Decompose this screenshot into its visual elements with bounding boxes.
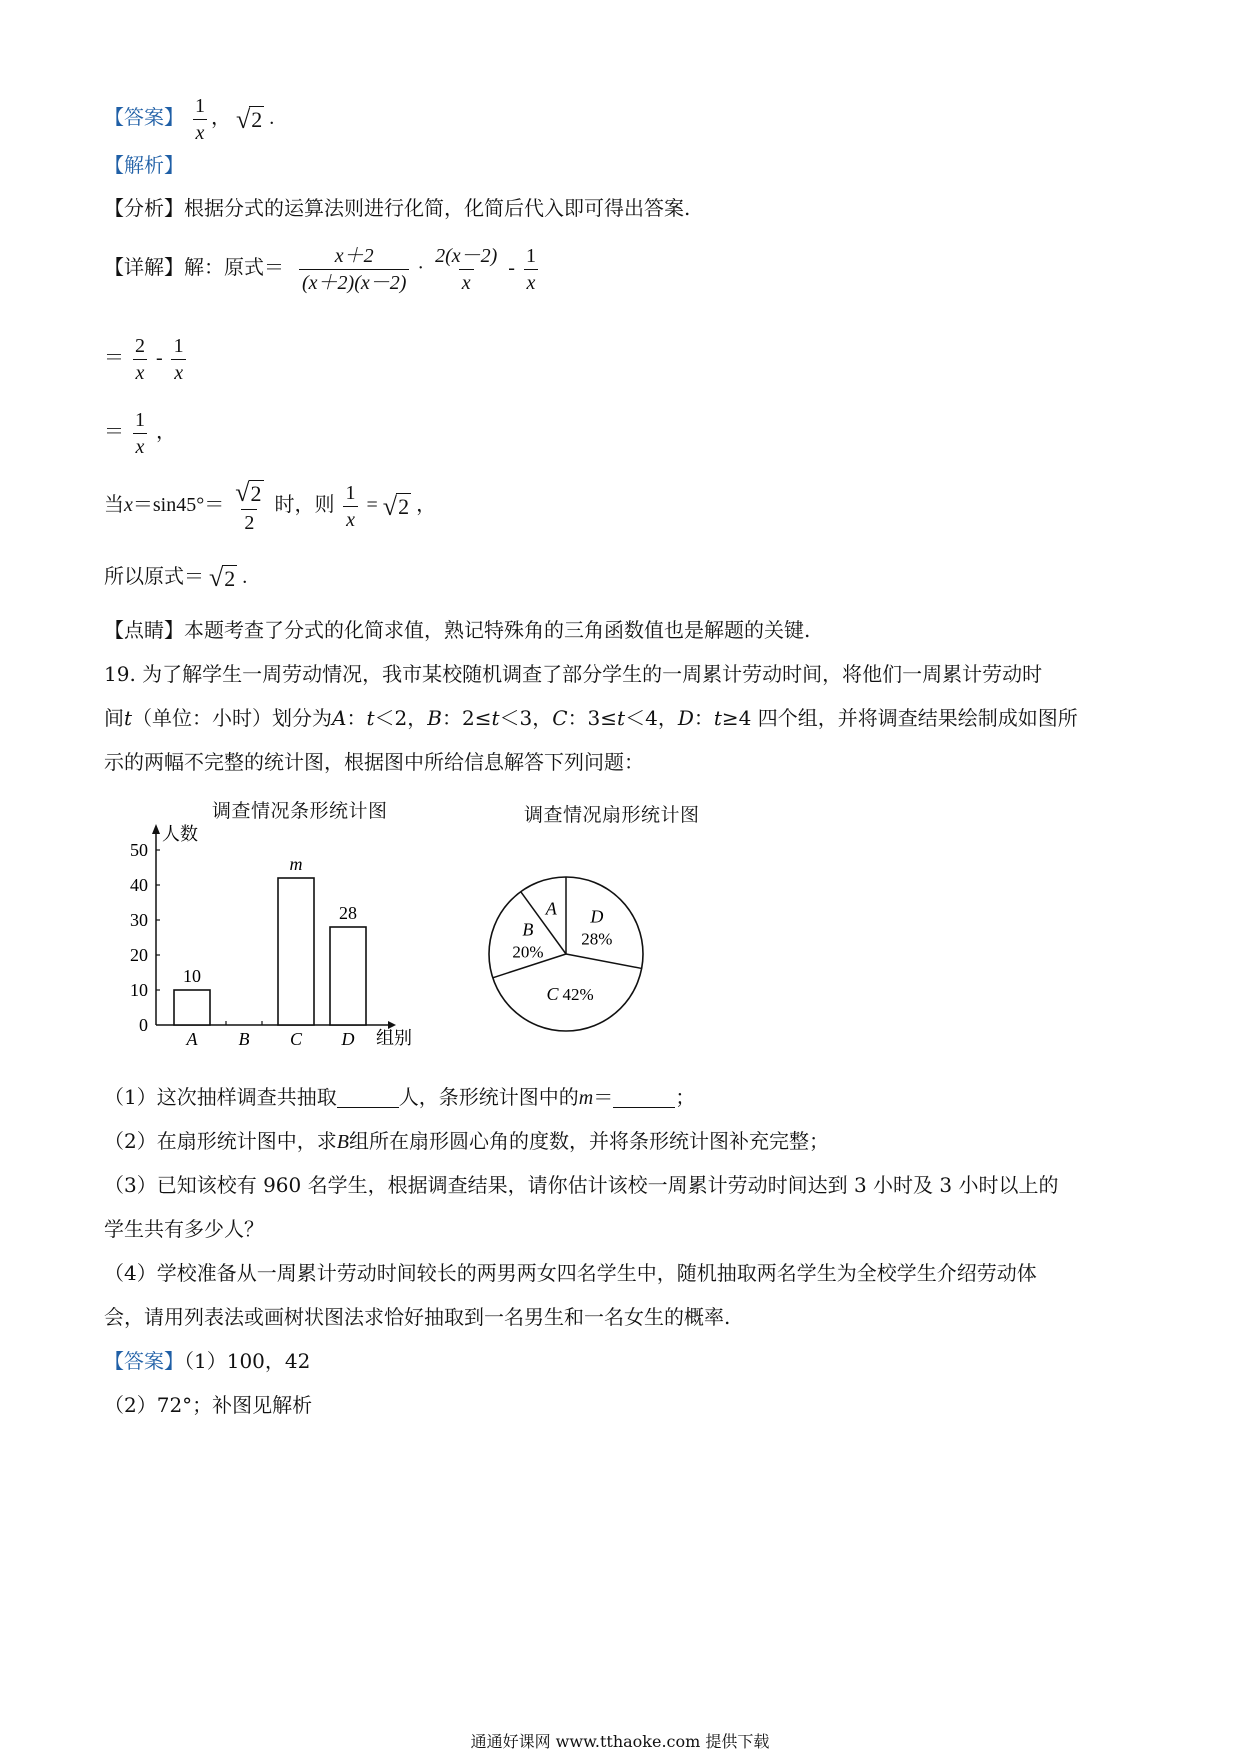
x-axis-label: 组别: [376, 1028, 412, 1048]
fraction-2: $\frac{2(x-2)}{x}$: [435, 245, 498, 294]
bar-D: [330, 927, 366, 1025]
y-axis-label: 人数: [162, 824, 198, 844]
y-tick-label: 0: [139, 1015, 148, 1035]
bar-chart: [130, 820, 480, 1080]
fenxi-line: 【分析】根据分式的运算法则进行化简，化简后代入即可得出答案.: [104, 196, 691, 220]
question-3-line-2: 学生共有多少人？: [104, 1217, 264, 1241]
dianjing-line: 【点睛】本题考查了分式的化简求值，熟记特殊角的三角函数值也是解题的关键.: [104, 618, 811, 642]
y-axis-arrow: [152, 824, 160, 834]
question-4-line-1: （4）学校准备从一周累计劳动时间较长的两男两女四名学生中，随机抽取两名学生为全校学生介绍劳动体: [104, 1261, 1037, 1285]
fraction-1-over-x: $\frac{1}{x}$: [192, 96, 208, 143]
q19-line-1: 19. 为了解学生一周劳动情况，我市某校随机调查了部分学生的一周累计劳动时间，将他们一周累计劳动时: [104, 662, 1043, 686]
prev-answer-line: 【答案】 $\frac{1}{x}$ ， √ 2 .: [104, 95, 275, 144]
pie-label-A: A: [545, 898, 557, 919]
pie-pct-C: 42%: [562, 984, 594, 1004]
x-tick-label-A: A: [186, 1029, 198, 1049]
data-label-A: 10: [183, 966, 201, 986]
answer-line-2: （2）72°；补图见解析: [104, 1393, 313, 1417]
pie-pct-B: 20%: [512, 942, 544, 962]
answer-line-1: 【答案】（1）100，42: [104, 1349, 311, 1373]
analysis-tag: 【解析】: [104, 153, 184, 177]
x-tick-label-C: C: [289, 1029, 303, 1049]
pie-chart: [485, 873, 647, 1035]
y-tick-label: 50: [130, 840, 148, 860]
y-tick-label: 10: [130, 980, 148, 1000]
sqrt-2: √ 2: [236, 104, 263, 134]
y-tick-label: 30: [130, 910, 148, 930]
x-tick-label-D: D: [341, 1029, 355, 1049]
answer-tag: 【答案】: [104, 107, 184, 130]
pie-label-C: C: [546, 983, 559, 1004]
question-4-line-2: 会，请用列表法或画树状图法求恰好抽取到一名男生和一名女生的概率.: [104, 1305, 731, 1329]
step-4: 当x＝sin45°＝ √ 2 2 时，则 $\frac{1}{x}$ = √ 2 ，: [104, 478, 437, 535]
question-3-line-1: （3）已知该校有 960 名学生，根据调查结果，请你估计该校一周累计劳动时间达到 3 小时及 3 小时以上的: [104, 1173, 1059, 1197]
bar-chart-title: 调查情况条形统计图: [212, 800, 388, 822]
answer-blank-1[interactable]: [337, 1089, 399, 1108]
bar-A: [174, 990, 210, 1025]
pie-label-D: D: [590, 906, 604, 927]
step-5: 所以原式＝ √ 2 .: [104, 563, 248, 593]
q19-line-2: 间t（单位：小时）划分为A：t＜2，B：2≤t＜3，C：3≤t＜4，D：t≥4 四个组，并将调查结果绘制成如图所: [104, 706, 1078, 730]
detail-line: 【详解】解：原式＝ $\frac{x+2}{(x+2)(x-2)}$ · $\frac{2(x-2)}{x}$ - $\frac{1}{x}$: [104, 246, 542, 293]
step-2: ＝ $\frac{2}{x}$ - $\frac{1}{x}$: [104, 336, 190, 383]
x-tick-label-B: B: [238, 1029, 250, 1049]
footer: 通通好课网 www.tthaoke.com 提供下载: [470, 1732, 770, 1751]
data-label-C: m: [289, 854, 303, 874]
y-tick-label: 40: [130, 875, 148, 895]
pie-pct-D: 28%: [581, 929, 613, 949]
question-1: （1）这次抽样调查共抽取 人，条形统计图中的m＝ ；: [104, 1085, 696, 1109]
q19-line-3: 示的两幅不完整的统计图，根据图中所给信息解答下列问题：: [104, 750, 644, 774]
fraction-1: $\frac{x+2}{(x+2)(x-2)}$: [299, 246, 409, 293]
pie-chart-title: 调查情况扇形统计图: [524, 804, 700, 826]
bar-C: [278, 878, 314, 1025]
pie-label-B: B: [522, 919, 534, 940]
fraction-3: $\frac{1}{x}$: [523, 246, 539, 293]
answer-blank-2[interactable]: [613, 1089, 675, 1108]
step-3: ＝ $\frac{1}{x}$ ，: [104, 409, 176, 458]
data-label-D: 28: [339, 903, 357, 923]
y-tick-label: 20: [130, 945, 148, 965]
question-2: （2）在扇形统计图中，求B组所在扇形圆心角的度数，并将条形统计图补充完整；: [104, 1129, 829, 1153]
